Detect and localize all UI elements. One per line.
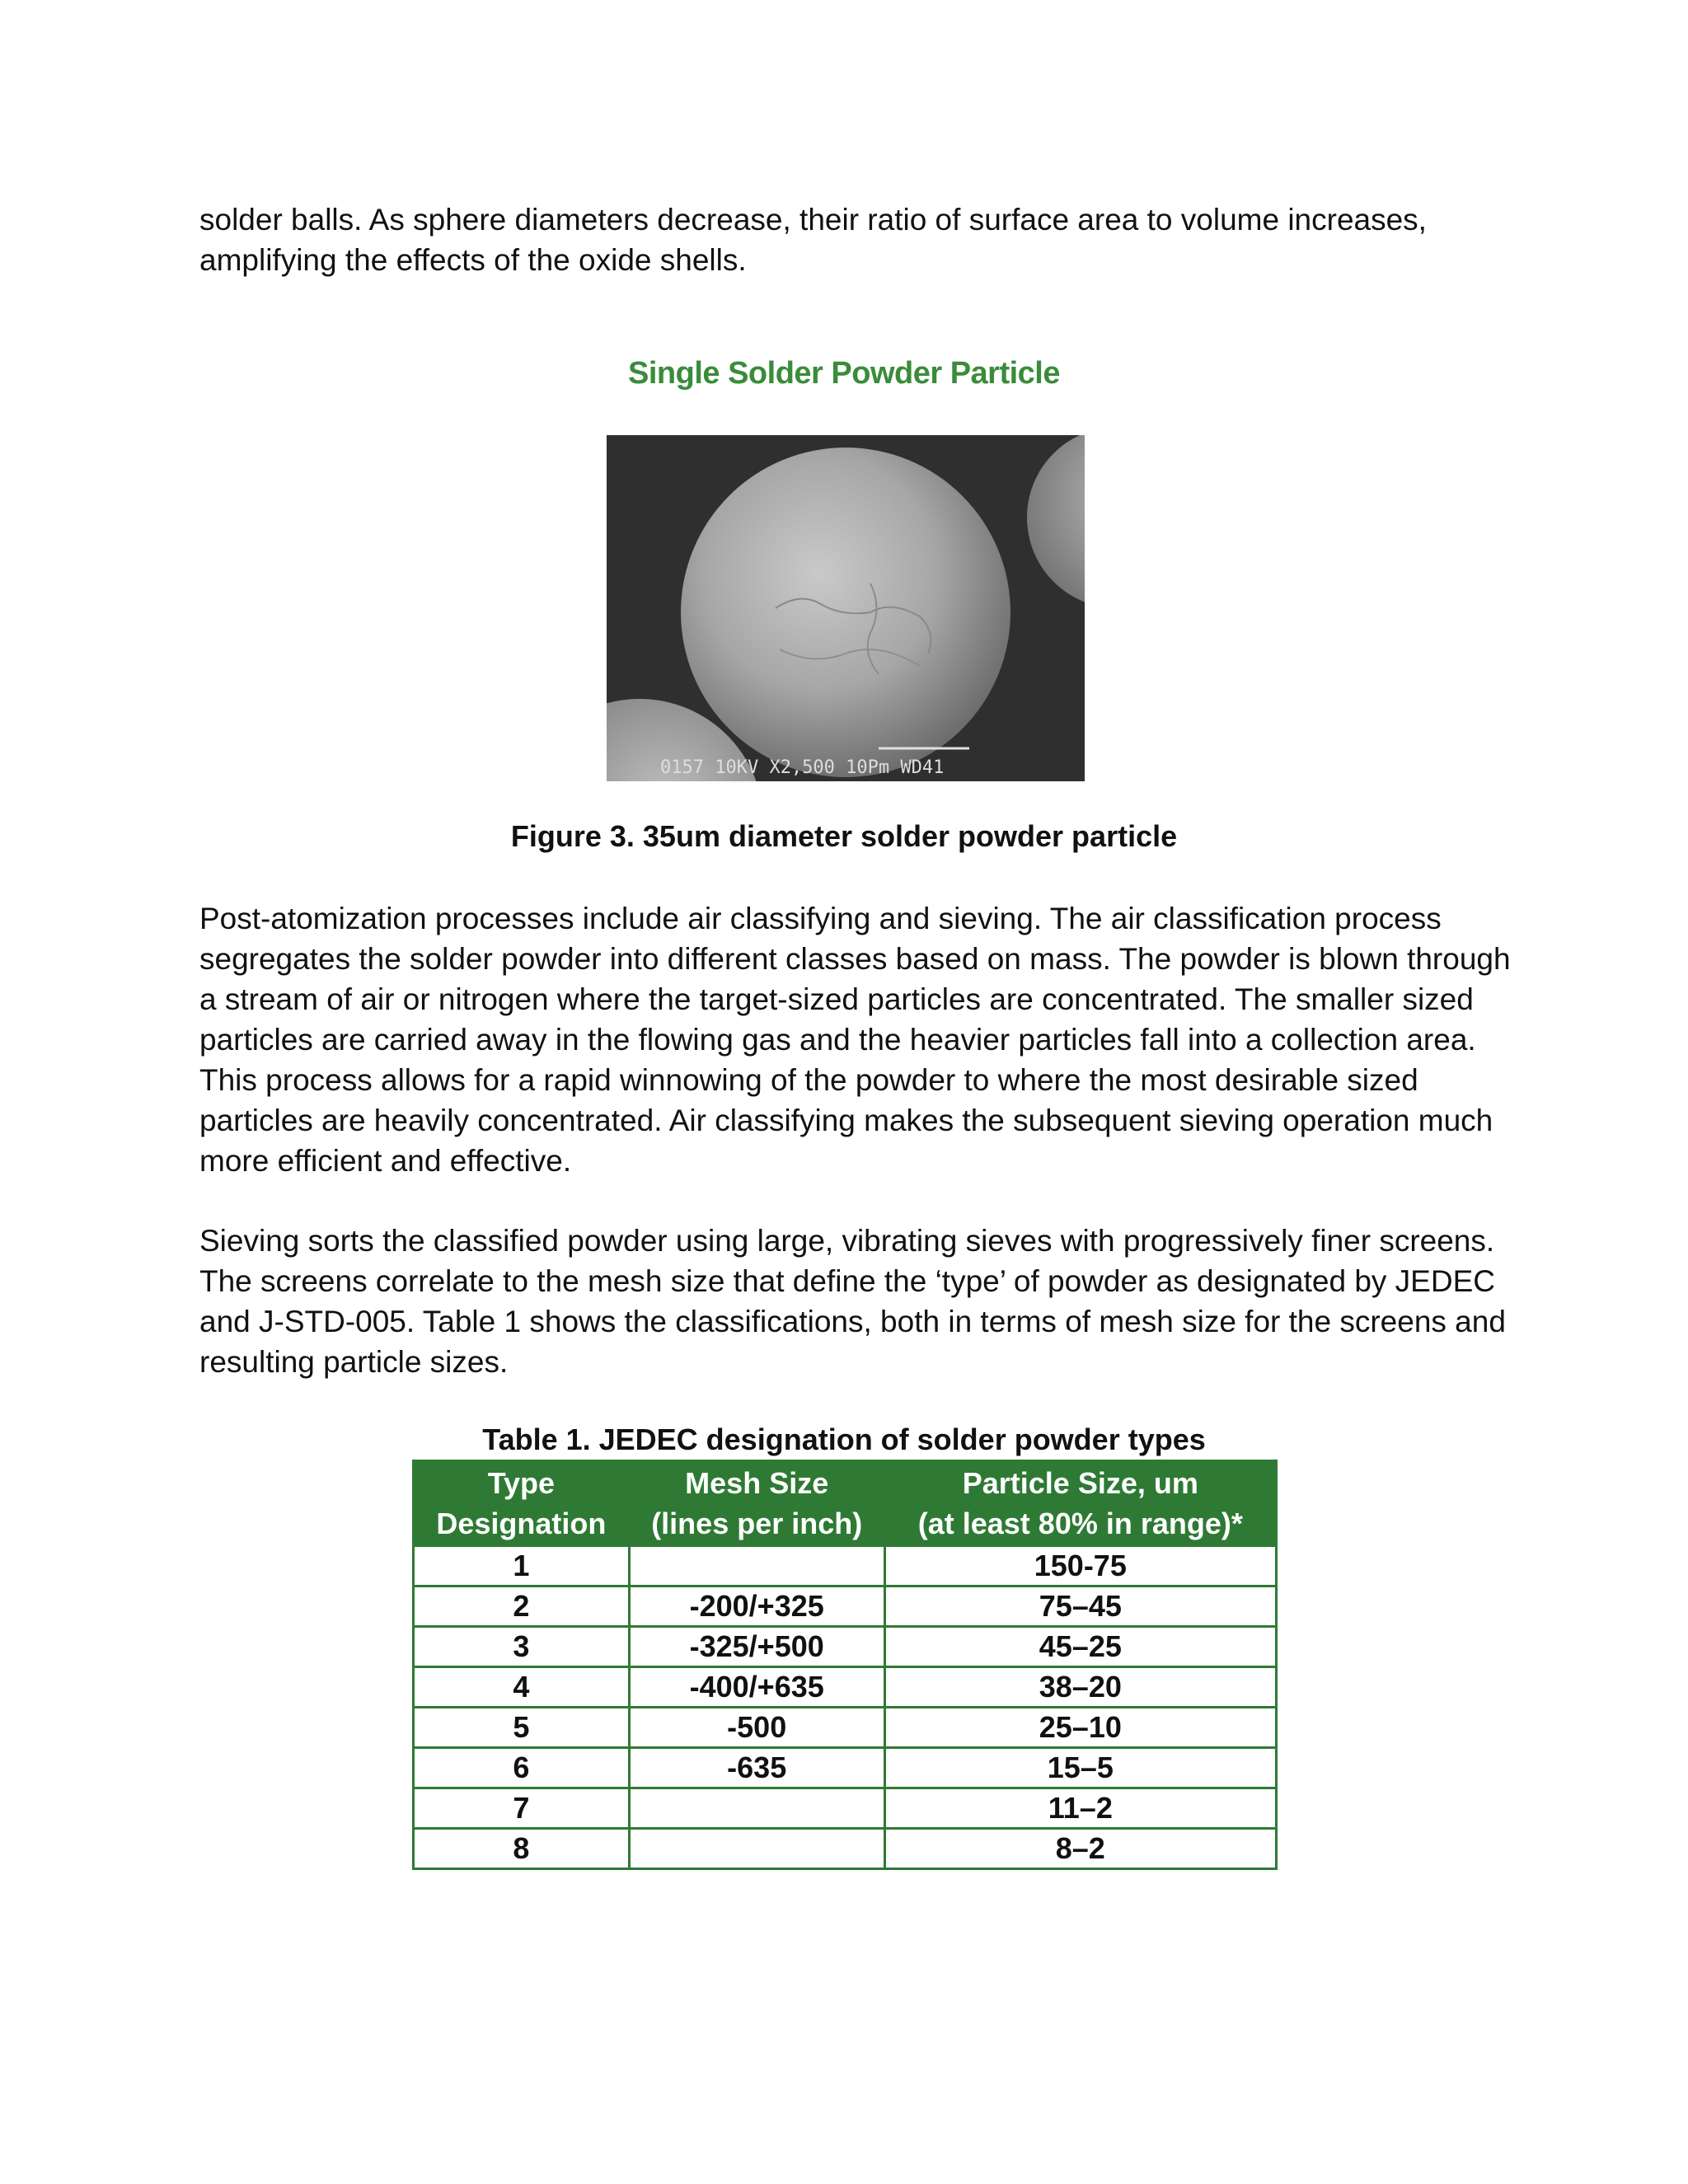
table-row xyxy=(414,1667,1277,1708)
header-type-designation: Type Designation xyxy=(414,1461,630,1546)
particle-cell: 150-75 xyxy=(884,1546,1276,1586)
particle-cell: 11–2 xyxy=(884,1788,1276,1829)
table-row xyxy=(414,1788,1277,1829)
type-cell: 7 xyxy=(414,1788,630,1829)
type-cell: 5 xyxy=(414,1708,630,1748)
particle-cell: 8–2 xyxy=(884,1829,1276,1869)
mesh-cell xyxy=(629,1829,884,1869)
table-row xyxy=(414,1627,1277,1667)
type-cell: 4 xyxy=(414,1667,630,1708)
type-cell: 8 xyxy=(414,1829,630,1869)
table-row xyxy=(414,1586,1277,1627)
paragraph-oxide-shells: solder balls. As sphere diameters decrease, their ratio of surface area to volume increases, amplifying the effects of the oxide shells. xyxy=(199,203,1427,277)
mesh-cell: -200/+325 xyxy=(629,1586,884,1627)
sem-micrograph-image xyxy=(607,435,1085,781)
mesh-cell: -500 xyxy=(629,1708,884,1748)
particle-cell: 25–10 xyxy=(884,1708,1276,1748)
type-cell: 6 xyxy=(414,1748,630,1788)
figure-title: Single Solder Powder Particle xyxy=(628,356,1060,391)
table-row xyxy=(414,1708,1277,1748)
header-particle-size: Particle Size, um (at least 80% in range)* xyxy=(884,1461,1276,1546)
particle-cell: 38–20 xyxy=(884,1667,1276,1708)
sem-info-label: 0157 10KV X2,500 10Pm WD41 xyxy=(660,757,945,778)
particle-cell: 75–45 xyxy=(884,1586,1276,1627)
particle-cell: 45–25 xyxy=(884,1627,1276,1667)
paragraph-sieving: Sieving sorts the classified powder using large, vibrating sieves with progressively finer screens. The screens correlate to the mesh size that define the ‘type’ of powder as designated by JEDEC and J-STD-005. Table 1 shows the classifications, both in terms of mesh size for the screens and resulting particle sizes. xyxy=(199,1224,1506,1379)
type-cell: 3 xyxy=(414,1627,630,1667)
table-caption: Table 1. JEDEC designation of solder powder types xyxy=(482,1422,1206,1456)
type-cell: 1 xyxy=(414,1546,630,1586)
paragraph-air-classification: Post-atomization processes include air classifying and sieving. The air classification process segregates the solder powder into different classes based on mass. The powder is blown through a stream of air or nitrogen where the target-sized particles are concentrated. The smaller sized particles are carried away in the flowing gas and the heavier particles fall into a collection area. This process allows for a rapid winnowing of the powder to where the most desirable sized particles are heavily concentrated. Air classifying makes the subsequent sieving operation much more efficient and effective. xyxy=(199,902,1511,1178)
table-header-row xyxy=(414,1461,1277,1546)
mesh-cell xyxy=(629,1788,884,1829)
type-cell: 2 xyxy=(414,1586,630,1627)
mesh-cell: -400/+635 xyxy=(629,1667,884,1708)
header-mesh-size: Mesh Size (lines per inch) xyxy=(629,1461,884,1546)
mesh-cell xyxy=(629,1546,884,1586)
figure-caption: Figure 3. 35um diameter solder powder particle xyxy=(510,819,1178,853)
mesh-cell: -325/+500 xyxy=(629,1627,884,1667)
mesh-cell: -635 xyxy=(629,1748,884,1788)
jedec-powder-type-table xyxy=(412,1460,1278,1870)
particle-cell: 15–5 xyxy=(884,1748,1276,1788)
table-row xyxy=(414,1546,1277,1586)
table-row xyxy=(414,1829,1277,1869)
table-row xyxy=(414,1748,1277,1788)
